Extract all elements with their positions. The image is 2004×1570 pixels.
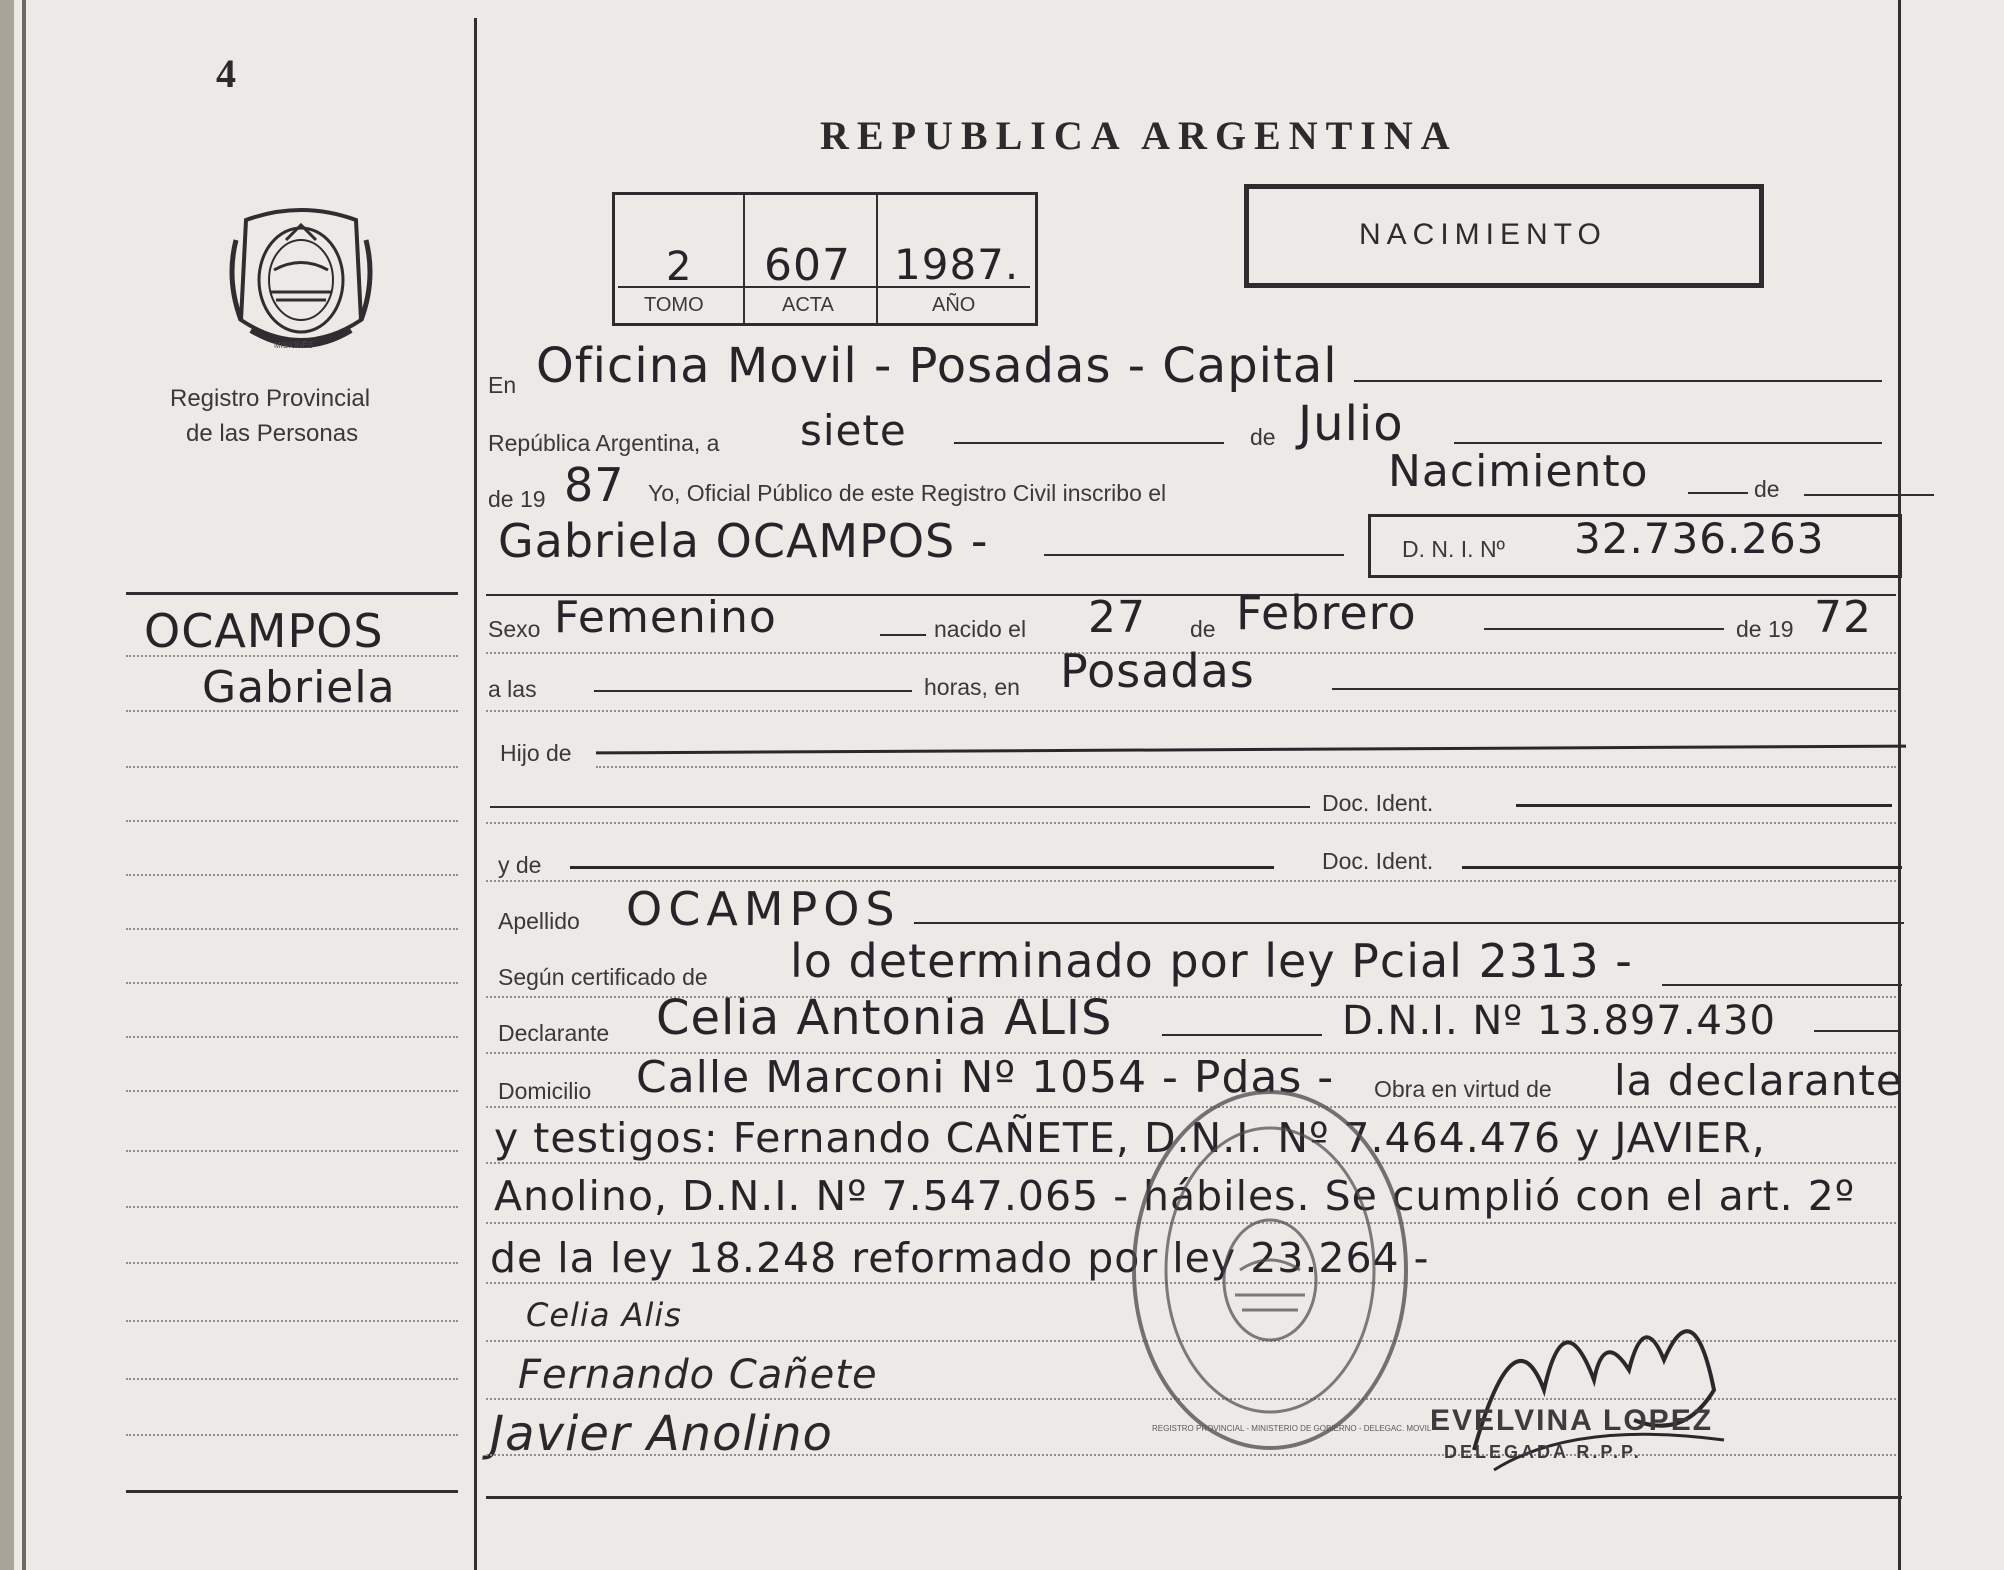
obra-label: Obra en virtud de	[1374, 1076, 1552, 1102]
office-blank-line	[1354, 380, 1882, 382]
registry-name-line2: de las Personas	[186, 420, 359, 447]
tomo-label: TOMO	[644, 294, 704, 316]
declarante-dni-value: D.N.I. Nº 13.897.430	[1342, 998, 1776, 1044]
y-de-strike-line	[570, 866, 1274, 869]
domicilio-label: Domicilio	[498, 1078, 592, 1104]
segun-blank-line	[1662, 984, 1902, 986]
segun-value: lo determinado por ley Pcial 2313 -	[790, 934, 1633, 988]
office-value: Oficina Movil - Posadas - Capital	[536, 338, 1338, 394]
hijo-de-strike-line	[596, 745, 1906, 755]
apellido-blank-line	[914, 922, 1904, 924]
hour-blank-line	[594, 690, 912, 692]
record-box-divider	[743, 195, 745, 323]
seal-text: MISIONES	[274, 341, 314, 350]
declarante-blank-line	[1162, 1034, 1322, 1036]
acta-value: 607	[764, 240, 851, 291]
registry-name-line1: Registro Provincial	[170, 385, 371, 412]
page-number: 4	[216, 51, 236, 96]
hijo-de-label: Hijo de	[500, 740, 572, 766]
person-name-value: Gabriela OCAMPOS -	[498, 514, 989, 568]
sidebar-given-name: Gabriela	[202, 662, 396, 713]
dni-label: D. N. I. Nº	[1402, 536, 1505, 562]
sidebar-dotted-line	[126, 982, 458, 984]
republic-label: República Argentina, a	[488, 430, 720, 456]
note-line-3: de la ley 18.248 reformado por ley 23.264 -	[490, 1234, 1430, 1282]
declarante-label: Declarante	[498, 1020, 610, 1046]
witness2-signature: Javier Anolino	[490, 1406, 833, 1462]
official-signature-scribble	[1454, 1270, 1744, 1500]
official-seal-text: REGISTRO PROVINCIAL - MINISTERIO DE GOBIERNO - DELEGAC. MOVIL	[1152, 1424, 1432, 1433]
en-label: En	[488, 372, 517, 398]
apellido-value: OCAMPOS	[626, 882, 901, 936]
sexo-value: Femenino	[554, 592, 777, 643]
sexo-label: Sexo	[488, 616, 541, 642]
act-de-blank-line	[1804, 494, 1934, 496]
sidebar-dotted-line	[126, 820, 458, 822]
sidebar-dotted-line	[126, 1262, 458, 1264]
birth-year-suffix-value: 72	[1814, 592, 1872, 643]
parent1-blank-line	[490, 806, 1310, 808]
record-box-divider	[876, 195, 878, 323]
obra-value: la declarante	[1614, 1056, 1903, 1105]
sidebar-dotted-line	[126, 1150, 458, 1152]
sidebar-dotted-line	[126, 1378, 458, 1380]
sidebar-dotted-line	[126, 1320, 458, 1322]
birth-month-value: Febrero	[1236, 586, 1417, 640]
birth-year-prefix-label: de 19	[1736, 616, 1794, 642]
y-de-label: y de	[498, 852, 542, 878]
sidebar-dotted-line	[126, 928, 458, 930]
province-seal-icon	[226, 200, 376, 360]
official-text: Yo, Oficial Público de este Registro Civil inscribo el	[648, 480, 1167, 506]
month-de-label: de	[1250, 424, 1276, 450]
place-blank-line	[1332, 688, 1898, 690]
act-blank-line	[1688, 492, 1748, 494]
dni-value: 32.736.263	[1574, 514, 1825, 563]
doc-ident-2-strike-line	[1462, 866, 1902, 869]
year-prefix-label: de 19	[488, 486, 546, 512]
anio-label: AÑO	[932, 294, 976, 316]
country-title: REPUBLICA ARGENTINA	[820, 113, 1458, 158]
official-seal-icon	[1120, 1080, 1420, 1460]
domicilio-value: Calle Marconi Nº 1054 - Pdas -	[636, 1052, 1335, 1103]
act-de-label: de	[1754, 476, 1780, 502]
declarante-dni-blank-line	[1814, 1030, 1898, 1032]
sidebar-dotted-line	[126, 1036, 458, 1038]
sidebar-bottom-rule	[126, 1490, 458, 1493]
row-dotted-line	[486, 710, 1896, 712]
sidebar-dotted-line	[126, 1206, 458, 1208]
column-divider	[474, 18, 477, 1570]
official-stamp-title: DELEGADA R.P.P.	[1444, 1442, 1642, 1462]
birth-day-value: 27	[1088, 592, 1146, 643]
month-value: Julio	[1298, 396, 1404, 452]
record-type-label: NACIMIENTO	[1359, 218, 1607, 251]
person-name-blank-line	[1044, 554, 1344, 556]
sidebar-dotted-line	[126, 766, 458, 768]
nacido-label: nacido el	[934, 616, 1027, 642]
place-value: Posadas	[1060, 644, 1255, 698]
day-value: siete	[800, 406, 907, 455]
anio-value: 1987.	[894, 240, 1020, 289]
year-suffix-value: 87	[564, 458, 625, 512]
witness1-signature: Fernando Cañete	[518, 1352, 878, 1398]
left-page-edge	[22, 0, 26, 1570]
note-line-1: y testigos: Fernando CAÑETE, D.N.I. Nº 7.464.476 y JAVIER,	[494, 1114, 1766, 1162]
day-blank-line	[954, 442, 1224, 444]
sidebar-dotted-line	[126, 1090, 458, 1092]
horas-label: horas, en	[924, 674, 1020, 700]
sexo-blank-line	[880, 634, 926, 636]
birth-de-label: de	[1190, 616, 1216, 642]
acta-label: ACTA	[782, 294, 834, 316]
declarant-signature: Celia Alis	[526, 1296, 682, 1334]
segun-label: Según certificado de	[498, 964, 708, 990]
birth-month-blank-line	[1484, 628, 1724, 630]
official-stamp-name: EVELVINA LOPEZ	[1430, 1404, 1714, 1437]
apellido-label: Apellido	[498, 908, 580, 934]
a-las-label: a las	[488, 676, 537, 702]
birth-certificate-page	[14, 0, 2004, 1570]
row-dotted-line	[596, 766, 1896, 768]
act-value: Nacimiento	[1388, 446, 1649, 497]
month-blank-line	[1454, 442, 1882, 444]
declarante-value: Celia Antonia ALIS	[656, 990, 1113, 1046]
tomo-value: 2	[666, 244, 693, 290]
sidebar-top-rule	[126, 592, 458, 595]
doc-ident-label-1: Doc. Ident.	[1322, 790, 1434, 816]
sidebar-dotted-line	[126, 874, 458, 876]
doc-ident-label-2: Doc. Ident.	[1322, 848, 1434, 874]
note-line-2: Anolino, D.N.I. Nº 7.547.065 - hábiles. Se cumplió con el art. 2º	[494, 1172, 1856, 1220]
right-border	[1898, 0, 1901, 1570]
sidebar-dotted-line	[126, 1434, 458, 1436]
sidebar-dotted-line	[126, 655, 458, 657]
row-dotted-line	[486, 822, 1896, 824]
sidebar-dotted-line	[126, 710, 458, 712]
sidebar-surname: OCAMPOS	[144, 604, 384, 658]
doc-ident-1-strike-line	[1516, 804, 1892, 807]
